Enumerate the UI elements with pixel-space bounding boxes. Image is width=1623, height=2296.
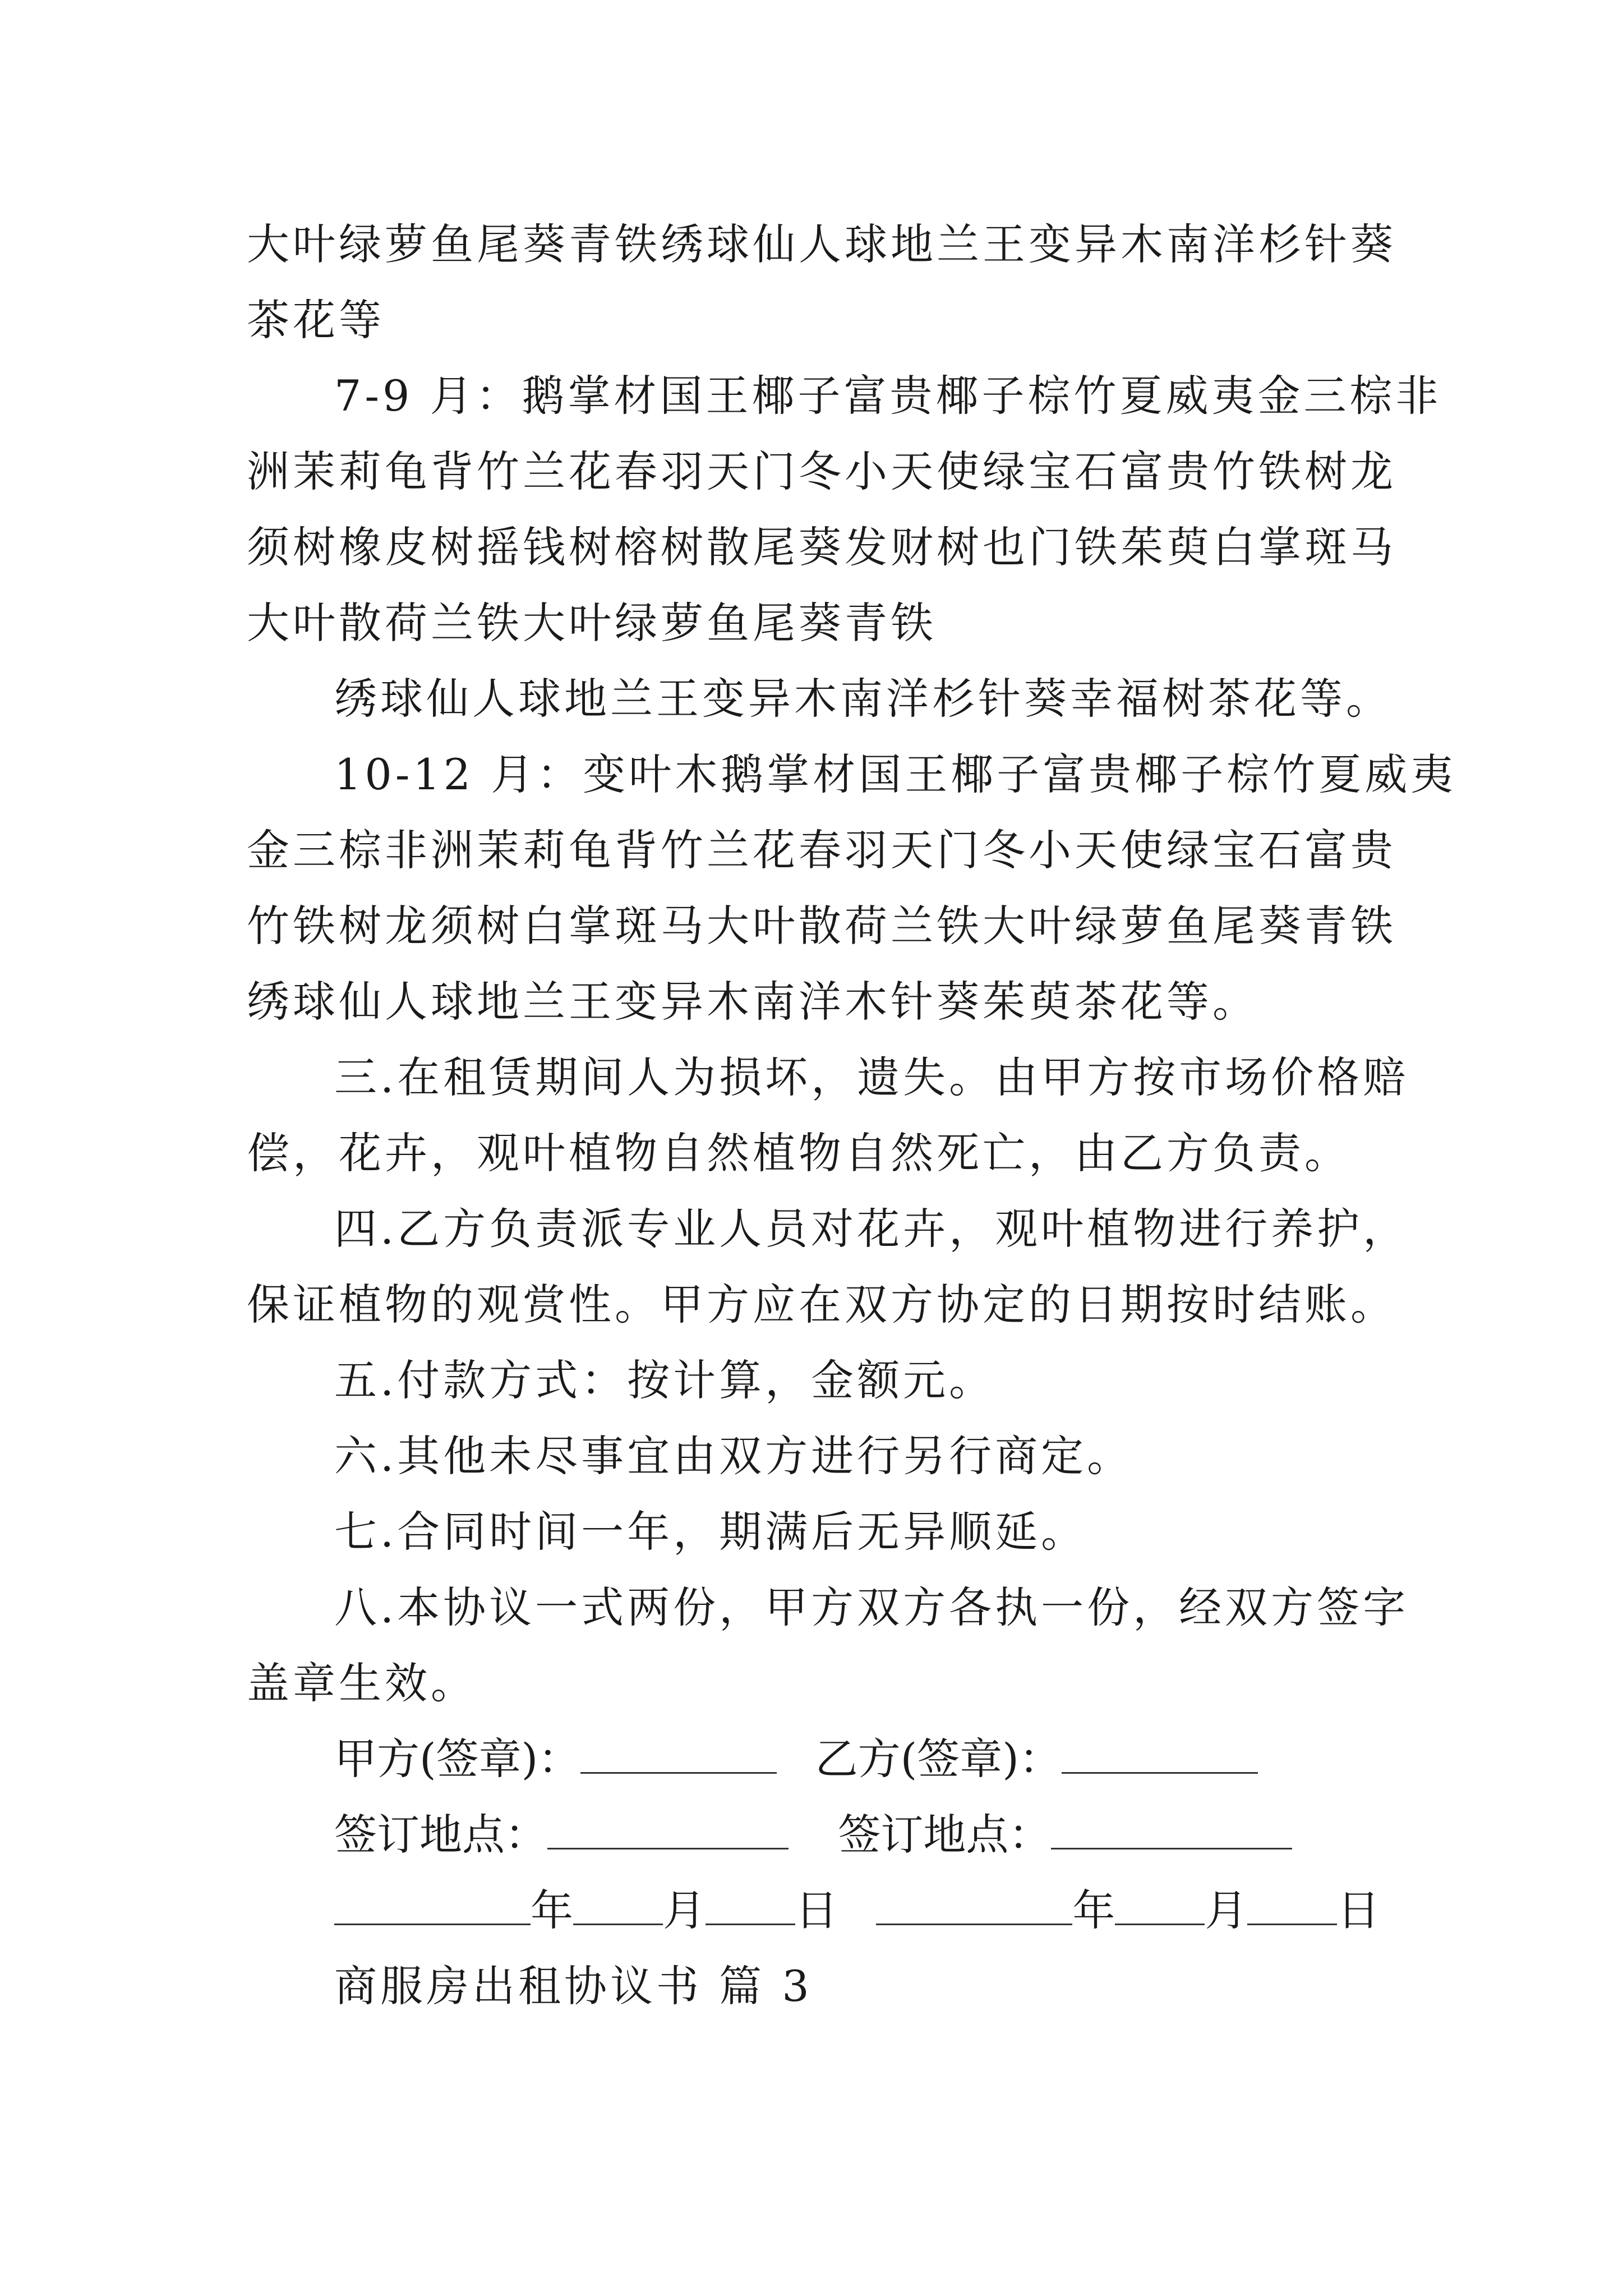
party-b-label: 乙方(签章)： — [815, 1734, 1062, 1784]
paragraph-line: 须树橡皮树摇钱树榕树散尾葵发财树也门铁茱萸白掌斑马 — [247, 522, 1396, 572]
paragraph-line: 六.其他未尽事宜由双方进行另行商定。 — [334, 1431, 1133, 1481]
date-a-month-blank[interactable] — [573, 1890, 663, 1925]
paragraph-line: 茶花等 — [247, 295, 385, 345]
place-a-label: 签订地点： — [334, 1810, 547, 1860]
paragraph-line: 7-9 月：鹅掌材国王椰子富贵椰子棕竹夏威夷金三棕非 — [334, 371, 1442, 421]
paragraph-line: 金三棕非洲茉莉龟背竹兰花春羽天门冬小天使绿宝石富贵 — [247, 825, 1396, 875]
paragraph-line: 竹铁树龙须树白掌斑马大叶散荷兰铁大叶绿萝鱼尾葵青铁 — [247, 901, 1396, 951]
place-a-blank[interactable] — [547, 1814, 789, 1849]
date-a-year-blank[interactable] — [334, 1890, 531, 1925]
date-a-day-blank[interactable] — [706, 1890, 795, 1925]
signature-row-parties — [247, 1721, 1385, 1797]
date-b-day-label: 日 — [1337, 1885, 1380, 1935]
paragraph-line: 三.在租赁期间人为损坏，遗失。由甲方按市场价格赔 — [334, 1052, 1409, 1102]
paragraph-line: 盖章生效。 — [247, 1658, 477, 1708]
paragraph-line: 大叶绿萝鱼尾葵青铁绣球仙人球地兰王变异木南洋杉针葵 — [247, 219, 1396, 269]
signature-row-places — [247, 1797, 1385, 1872]
party-a-label: 甲方(签章)： — [334, 1734, 581, 1784]
paragraph-line: 大叶散荷兰铁大叶绿萝鱼尾葵青铁 — [247, 598, 937, 648]
place-b-label: 签订地点： — [838, 1810, 1052, 1860]
party-b-signature-blank[interactable] — [1062, 1738, 1258, 1774]
paragraph-line: 洲茉莉龟背竹兰花春羽天门冬小天使绿宝石富贵竹铁树龙 — [247, 447, 1396, 496]
date-b-month-label: 月 — [1205, 1885, 1248, 1935]
signature-row-dates — [247, 1872, 1385, 1948]
paragraph-line: 偿，花卉，观叶植物自然植物自然死亡，由乙方负责。 — [247, 1128, 1350, 1178]
date-b-year-label: 年 — [1072, 1885, 1115, 1935]
date-a-year-label: 年 — [531, 1885, 573, 1935]
date-a-day-label: 日 — [795, 1885, 838, 1935]
document-body — [247, 206, 1457, 2024]
paragraph-line: 10-12 月：变叶木鹅掌材国王椰子富贵椰子棕竹夏威夷 — [334, 749, 1457, 799]
date-a-month-label: 月 — [663, 1885, 706, 1935]
date-b-year-blank[interactable] — [876, 1890, 1072, 1925]
date-b-month-blank[interactable] — [1115, 1890, 1205, 1925]
section-heading: 商服房出租协议书 篇 3 — [334, 1961, 813, 2011]
date-b-day-blank[interactable] — [1247, 1890, 1337, 1925]
paragraph-line: 绣球仙人球地兰王变异木南洋杉针葵幸福树茶花等。 — [334, 674, 1392, 724]
paragraph-line: 保证植物的观赏性。甲方应在双方协定的日期按时结账。 — [247, 1280, 1396, 1329]
party-a-signature-blank[interactable] — [580, 1738, 777, 1774]
place-b-blank[interactable] — [1051, 1814, 1292, 1849]
paragraph-line: 四.乙方负责派专业人员对花卉，观叶植物进行养护， — [334, 1204, 1409, 1254]
paragraph-line: 七.合同时间一年，期满后无异顺延。 — [334, 1507, 1087, 1557]
paragraph-line: 绣球仙人球地兰王变异木南洋木针葵茱萸茶花等。 — [247, 977, 1258, 1027]
paragraph-line: 八.本协议一式两份，甲方双方各执一份，经双方签字 — [334, 1582, 1409, 1632]
paragraph-line: 五.付款方式：按计算，金额元。 — [334, 1355, 995, 1405]
